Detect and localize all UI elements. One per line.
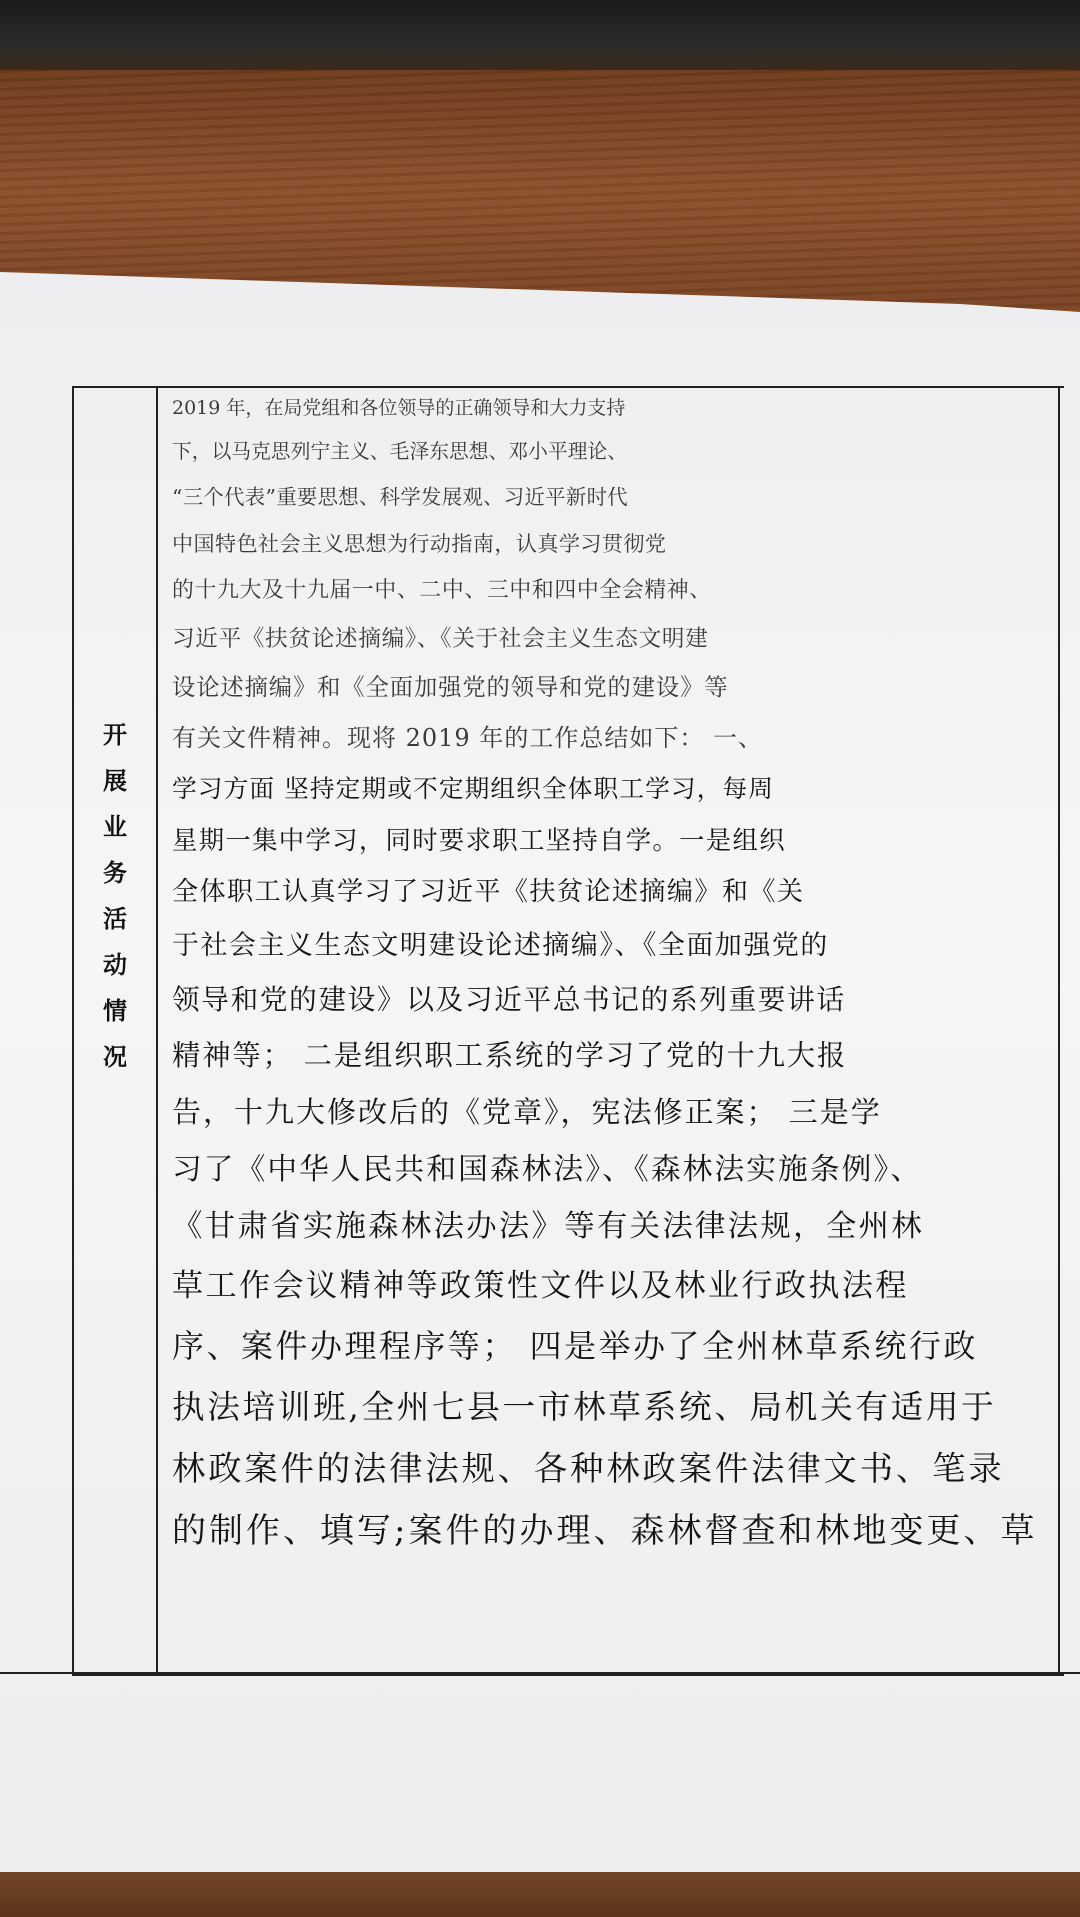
text-line: 精神等； 二是组织职工系统的学习了党的十九大报 (172, 1039, 848, 1073)
text-line: 全体职工认真学习了习近平《扶贫论述摘编》和《关 (172, 877, 805, 908)
text-line: 于社会主义生态文明建设论述摘编》、《全面加强党的 (172, 930, 829, 962)
row-label-char: 况 (103, 1042, 127, 1071)
row-label-char: 活 (103, 904, 127, 933)
text-line: 设论述摘编》和《全面加强党的领导和党的建设》等 (172, 674, 729, 702)
text-line: 的制作、填写;案件的办理、森林督查和林地变更、草 (172, 1510, 1038, 1551)
text-line: 习近平《扶贫论述摘编》、《关于社会主义生态文明建 (172, 625, 709, 652)
text-line: 林政案件的法律法规、各种林政案件法律文书、笔录 (172, 1448, 1005, 1488)
text-line: 告，十九大修改后的《党章》，宪法修正案； 三是学 (172, 1095, 882, 1130)
text-line: 的十九大及十九届一中、二中、三中和四中全会精神、 (172, 578, 712, 604)
column-divider (156, 386, 158, 1674)
text-line: 领导和党的建设》以及习近平总书记的系列重要讲话 (172, 983, 846, 1017)
text-line: 习了《中华人民共和国森林法》、《森林法实施条例》、 (172, 1151, 923, 1187)
table-bottom-border (0, 1672, 1080, 1674)
text-line: 中国特色社会主义思想为行动指南，认真学习贯彻党 (172, 530, 667, 556)
text-line: 星期一集中学习，同时要求职工坚持自学。一是组织 (172, 825, 786, 856)
row-label-char: 务 (103, 858, 127, 887)
table-right-border (1058, 386, 1060, 1674)
row-label-char: 业 (103, 812, 127, 841)
text-line: 序、案件办理程序等； 四是举办了全州林草系统行政 (172, 1327, 979, 1366)
text-line: 执法培训班,全州七县一市林草系统、局机关有适用于 (172, 1387, 997, 1426)
laptop-edge (0, 0, 1080, 70)
report-body (172, 386, 1052, 1563)
row-label-char: 展 (103, 766, 127, 795)
wooden-desk (0, 70, 1080, 310)
text-line: 《甘肃省实施森林法办法》等有关法律法规，全州林 (172, 1209, 924, 1245)
row-label-char: 情 (103, 996, 127, 1025)
row-label-char: 动 (103, 950, 127, 979)
text-line: “三个代表”重要思想、科学发展观、习近平新时代 (172, 484, 628, 509)
text-line: 下，以马克思列宁主义、毛泽东思想、邓小平理论、 (172, 440, 628, 463)
row-label (80, 712, 150, 1080)
text-line: 学习方面 坚持定期或不定期组织全体职工学习，每周 (172, 774, 775, 804)
text-line: 草工作会议精神等政策性文件以及林业行政执法程 (172, 1267, 909, 1304)
row-label-char: 开 (103, 720, 127, 749)
text-line: 2019 年，在局党组和各位领导的正确领导和大力支持 (172, 397, 626, 419)
text-line: 有关文件精神。现将 2019 年的工作总结如下： 一、 (172, 723, 763, 752)
